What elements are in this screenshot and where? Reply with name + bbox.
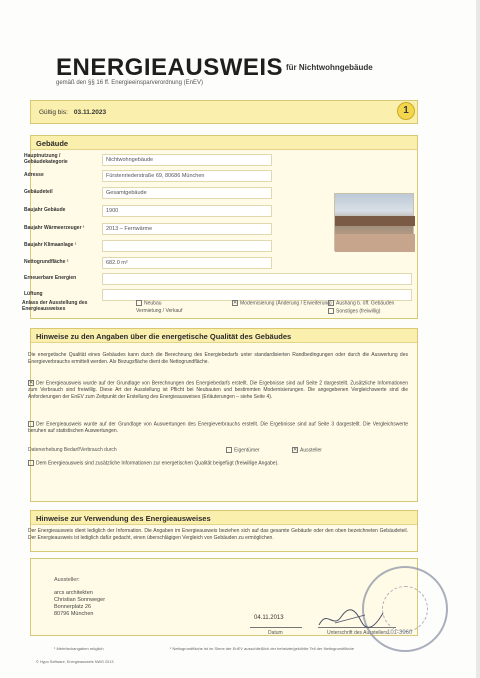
checkbox-icon	[136, 300, 142, 306]
reason-option-other	[328, 308, 380, 314]
consumption-based-option	[28, 421, 408, 435]
checkbox-checked-icon: ✕	[29, 380, 34, 386]
page-number-badge: 1	[397, 102, 415, 120]
demand-based-option	[28, 380, 408, 401]
scan-edge	[476, 0, 480, 678]
issuer-line: Bonnerplatz 26	[54, 604, 91, 610]
reason-option-label: Aushang b. öff. Gebäuden	[336, 300, 395, 307]
issuance-reason-label: Anlass der Ausstellung des Energieausweises	[22, 300, 88, 312]
software-footer: © Hypo Software, Energieausweis NWG 2013	[36, 660, 114, 664]
building-row-value	[102, 240, 272, 252]
building-row-label: Baujahr Klimaanlage ¹	[24, 242, 77, 248]
issue-date: 04.11.2013	[254, 615, 284, 621]
reason-option-new-build	[136, 300, 162, 306]
data-source-issuer-label: Aussteller	[300, 447, 322, 454]
data-source-label: Datenerhebung Bedarf/Verbrauch durch	[28, 447, 117, 453]
energy-quality-section-title: Hinweise zu den Angaben über die energetische Qualität des Gebäudes	[31, 329, 417, 343]
building-row-value: Gesamtgebäude	[102, 187, 272, 199]
building-section-title: Gebäude	[31, 136, 417, 150]
checkbox-icon	[28, 460, 34, 466]
usage-notes-title: Hinweise zur Verwendung des Energieausweises	[31, 511, 417, 525]
stamp-number: 101-3960	[387, 630, 413, 636]
issue-date-label: Datum	[268, 630, 283, 636]
reason-option-rental	[136, 308, 182, 314]
document-subtitle: für Nichtwohngebäude	[286, 63, 373, 72]
reason-option-public-display	[328, 300, 394, 306]
checkbox-checked-icon: ✕	[233, 300, 238, 306]
building-row-label: Hauptnutzung / Gebäudekategorie	[24, 153, 68, 165]
building-row-value: 1900	[102, 205, 272, 217]
building-row-value: 2013 – Fernwärme	[102, 223, 272, 235]
footnote-2: ² Nettogrundfläche ist im Sinne der EnEV ausschließlich der beheizte/gekühlte Teil der Nettogrundfläche	[170, 646, 355, 651]
checkbox-icon	[226, 447, 232, 453]
building-row-label: Nettogrundfläche ²	[24, 259, 69, 265]
building-photo-ground	[335, 234, 415, 252]
reason-option-label: Neubau	[144, 300, 162, 307]
issuer-line: arcs architekten	[54, 590, 93, 596]
building-row-value	[102, 273, 412, 285]
building-row-label: Baujahr Gebäude	[24, 207, 66, 213]
validity-label	[39, 109, 106, 116]
checkbox-icon	[328, 300, 334, 306]
validity-bar	[30, 100, 418, 124]
checkbox-checked-icon: ✕	[293, 447, 298, 453]
building-row-label: Gebäudeteil	[24, 189, 53, 195]
data-source-issuer	[292, 447, 322, 453]
checkbox-icon	[28, 421, 34, 427]
consumption-based-text: Der Energieausweis wurde auf der Grundlage von Auswertungen des Energieverbrauchs erstellt. Die Ergebnisse sind auf Seite 3 dargestellt. Die Vergleichswerte beruhen auf statistischen Auswertungen.	[28, 421, 408, 435]
issuer-label: Aussteller:	[54, 577, 80, 583]
checkbox-icon	[328, 308, 334, 314]
reason-option-label: Sonstiges (freiwillig)	[336, 308, 381, 315]
additional-info-option	[28, 460, 408, 467]
signature-icon	[315, 605, 387, 631]
signature-label: Unterschrift des Ausstellers	[327, 630, 388, 636]
building-row-label: Lüftung	[24, 291, 43, 297]
reason-option-label: Vermietung / Verkauf	[136, 308, 183, 314]
footnote-1: ¹ Mehrfachangaben möglich	[54, 646, 104, 651]
validity-date: 03.11.2023	[73, 109, 107, 116]
document-title: ENERGIEAUSWEIS	[56, 54, 284, 81]
usage-notes-text: Der Energieausweis dient lediglich der Information. Die Angaben im Energieausweis beziehen sich auf das gesamte Gebäude oder den oben bezeichneten Gebäudeteil. Der Energieausweis ist lediglich dafür gedacht, einen überschlägigen Vergleich von Gebäuden zu ermöglichen.	[28, 528, 408, 541]
building-photo	[334, 193, 414, 251]
building-row-value: 682.0 m²	[102, 257, 272, 269]
building-row-label: Baujahr Wärmeerzeuger ¹	[24, 225, 85, 231]
demand-based-text: Der Energieausweis wurde auf der Grundlage von Berechnungen des Energiebedarfs erstellt. Die Ergebnisse sind auf Seite 2 dargestellt. Zusätzliche Informationen zum Verbrauch sind freiwillig. Diese Art der Ausstellung ist Pflicht bei Neubauten und bestimmten Modernisierungen. Die angegebenen Vergleichswerte sind die Anforderungen der EnEV zum Zeitpunkt der Erstellung des Energieausweises (Erläuterungen – siehe Seite 4).	[28, 380, 408, 401]
data-source-owner	[226, 447, 260, 453]
additional-info-text: Dem Energieausweis sind zusätzliche Informationen zur energetischen Qualität beigefügt (freiwillige Angabe).	[36, 460, 279, 467]
reason-option-label: Modernisierung (Änderung / Erweiterung)	[240, 300, 332, 307]
date-line	[250, 627, 302, 628]
building-row-label: Adresse	[24, 172, 44, 178]
official-seal-inner-icon	[382, 586, 428, 632]
building-row-value: Fürstenriederstraße 69, 80686 München	[102, 170, 272, 182]
validity-label-text: Gültig bis:	[39, 109, 68, 116]
building-photo-roof	[335, 216, 415, 226]
reason-option-modernization	[232, 300, 332, 306]
building-row-value: Nichtwohngebäude	[102, 154, 272, 166]
data-source-owner-label: Eigentümer	[234, 447, 260, 454]
regulation-reference: gemäß den §§ 16 ff. Energieeinsparverordnung (EnEV)	[56, 80, 203, 86]
building-row-label: Erneuerbare Energien	[24, 275, 77, 281]
issuer-line: Christian Sonnweger	[54, 597, 106, 603]
energy-quality-intro: Die energetische Qualität eines Gebäudes kann durch die Berechnung des Energiebedarfs unter standardisierten Randbedingungen oder durch die Auswertung des Energieverbrauchs ermittelt werden. Als Bezugsfläche dient die Nettogrundfläche.	[28, 352, 408, 365]
issuer-line: 80796 München	[54, 611, 94, 617]
